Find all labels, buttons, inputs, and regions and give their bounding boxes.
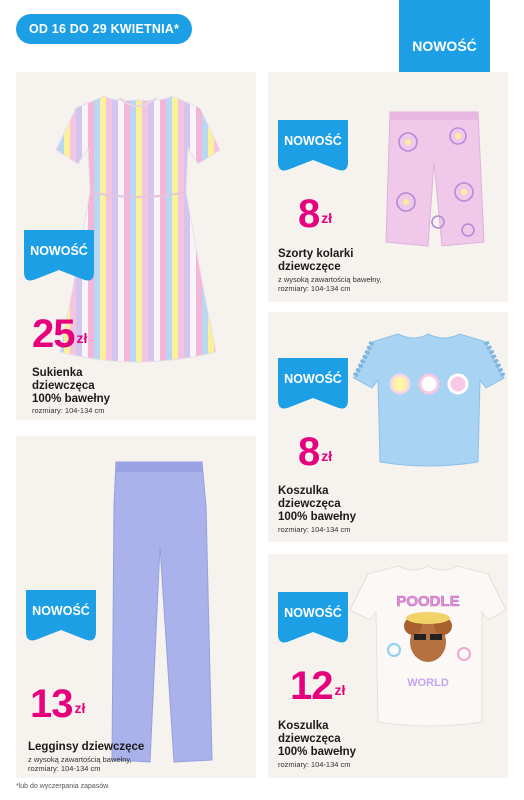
new-badge <box>24 230 94 284</box>
product-name: Koszulka dziewczęca 100% bawełny <box>278 485 356 523</box>
price-amount: 8 <box>298 192 320 236</box>
product-name: Sukienka dziewczęca 100% bawełny <box>32 367 110 405</box>
date-range-pill: OD 16 DO 29 KWIETNIA* <box>16 14 192 44</box>
product-name: Koszulka dziewczęca 100% bawełny <box>278 720 356 758</box>
price-amount: 13 <box>30 682 73 726</box>
price-currency: zł <box>74 700 86 716</box>
product-description: rozmiary: 104-134 cm <box>278 525 351 534</box>
product-description: z wysoką zawartością bawełny, rozmiary: 104-134 cm <box>278 275 382 293</box>
price <box>298 432 332 472</box>
new-badge-label: NOWOŚĆ <box>284 606 342 620</box>
new-badge <box>26 590 96 644</box>
product-card-tshirt-blue[interactable] <box>268 312 508 542</box>
new-badge <box>278 120 348 174</box>
new-badge-main-label: NOWOŚĆ <box>412 38 477 54</box>
product-card-tshirt-poodle[interactable] <box>268 554 508 778</box>
product-description: rozmiary: 104-134 cm <box>32 406 105 415</box>
new-badge <box>278 592 348 646</box>
price-amount: 25 <box>32 312 75 356</box>
price-currency: zł <box>321 210 333 226</box>
product-name: Szorty kolarki dziewczęce <box>278 248 354 273</box>
price-amount: 8 <box>298 430 320 474</box>
product-description: z wysoką zawartością bawełny, rozmiary: 104-134 cm <box>28 755 132 773</box>
product-card-leggings[interactable] <box>16 436 256 778</box>
new-badge-label: NOWOŚĆ <box>30 244 88 258</box>
product-card-shorts[interactable] <box>268 72 508 302</box>
new-badge-label: NOWOŚĆ <box>32 604 90 618</box>
print-text-top: POODLE <box>396 593 460 610</box>
new-badge-label: NOWOŚĆ <box>284 372 342 386</box>
price-currency: zł <box>334 682 346 698</box>
product-description: rozmiary: 104-134 cm <box>278 760 351 769</box>
price <box>32 314 87 354</box>
product-card-dress[interactable] <box>16 72 256 420</box>
footnote: *lub do wyczerpania zapasów. <box>16 783 110 790</box>
new-badge <box>278 358 348 412</box>
price <box>290 666 345 706</box>
new-badge-label: NOWOŚĆ <box>284 134 342 148</box>
price-currency: zł <box>76 330 88 346</box>
price <box>30 684 85 724</box>
price <box>298 194 332 234</box>
price-amount: 12 <box>290 664 333 708</box>
price-currency: zł <box>321 448 333 464</box>
product-name: Legginsy dziewczęce <box>28 741 145 753</box>
print-text-bottom: WORLD <box>407 677 449 689</box>
